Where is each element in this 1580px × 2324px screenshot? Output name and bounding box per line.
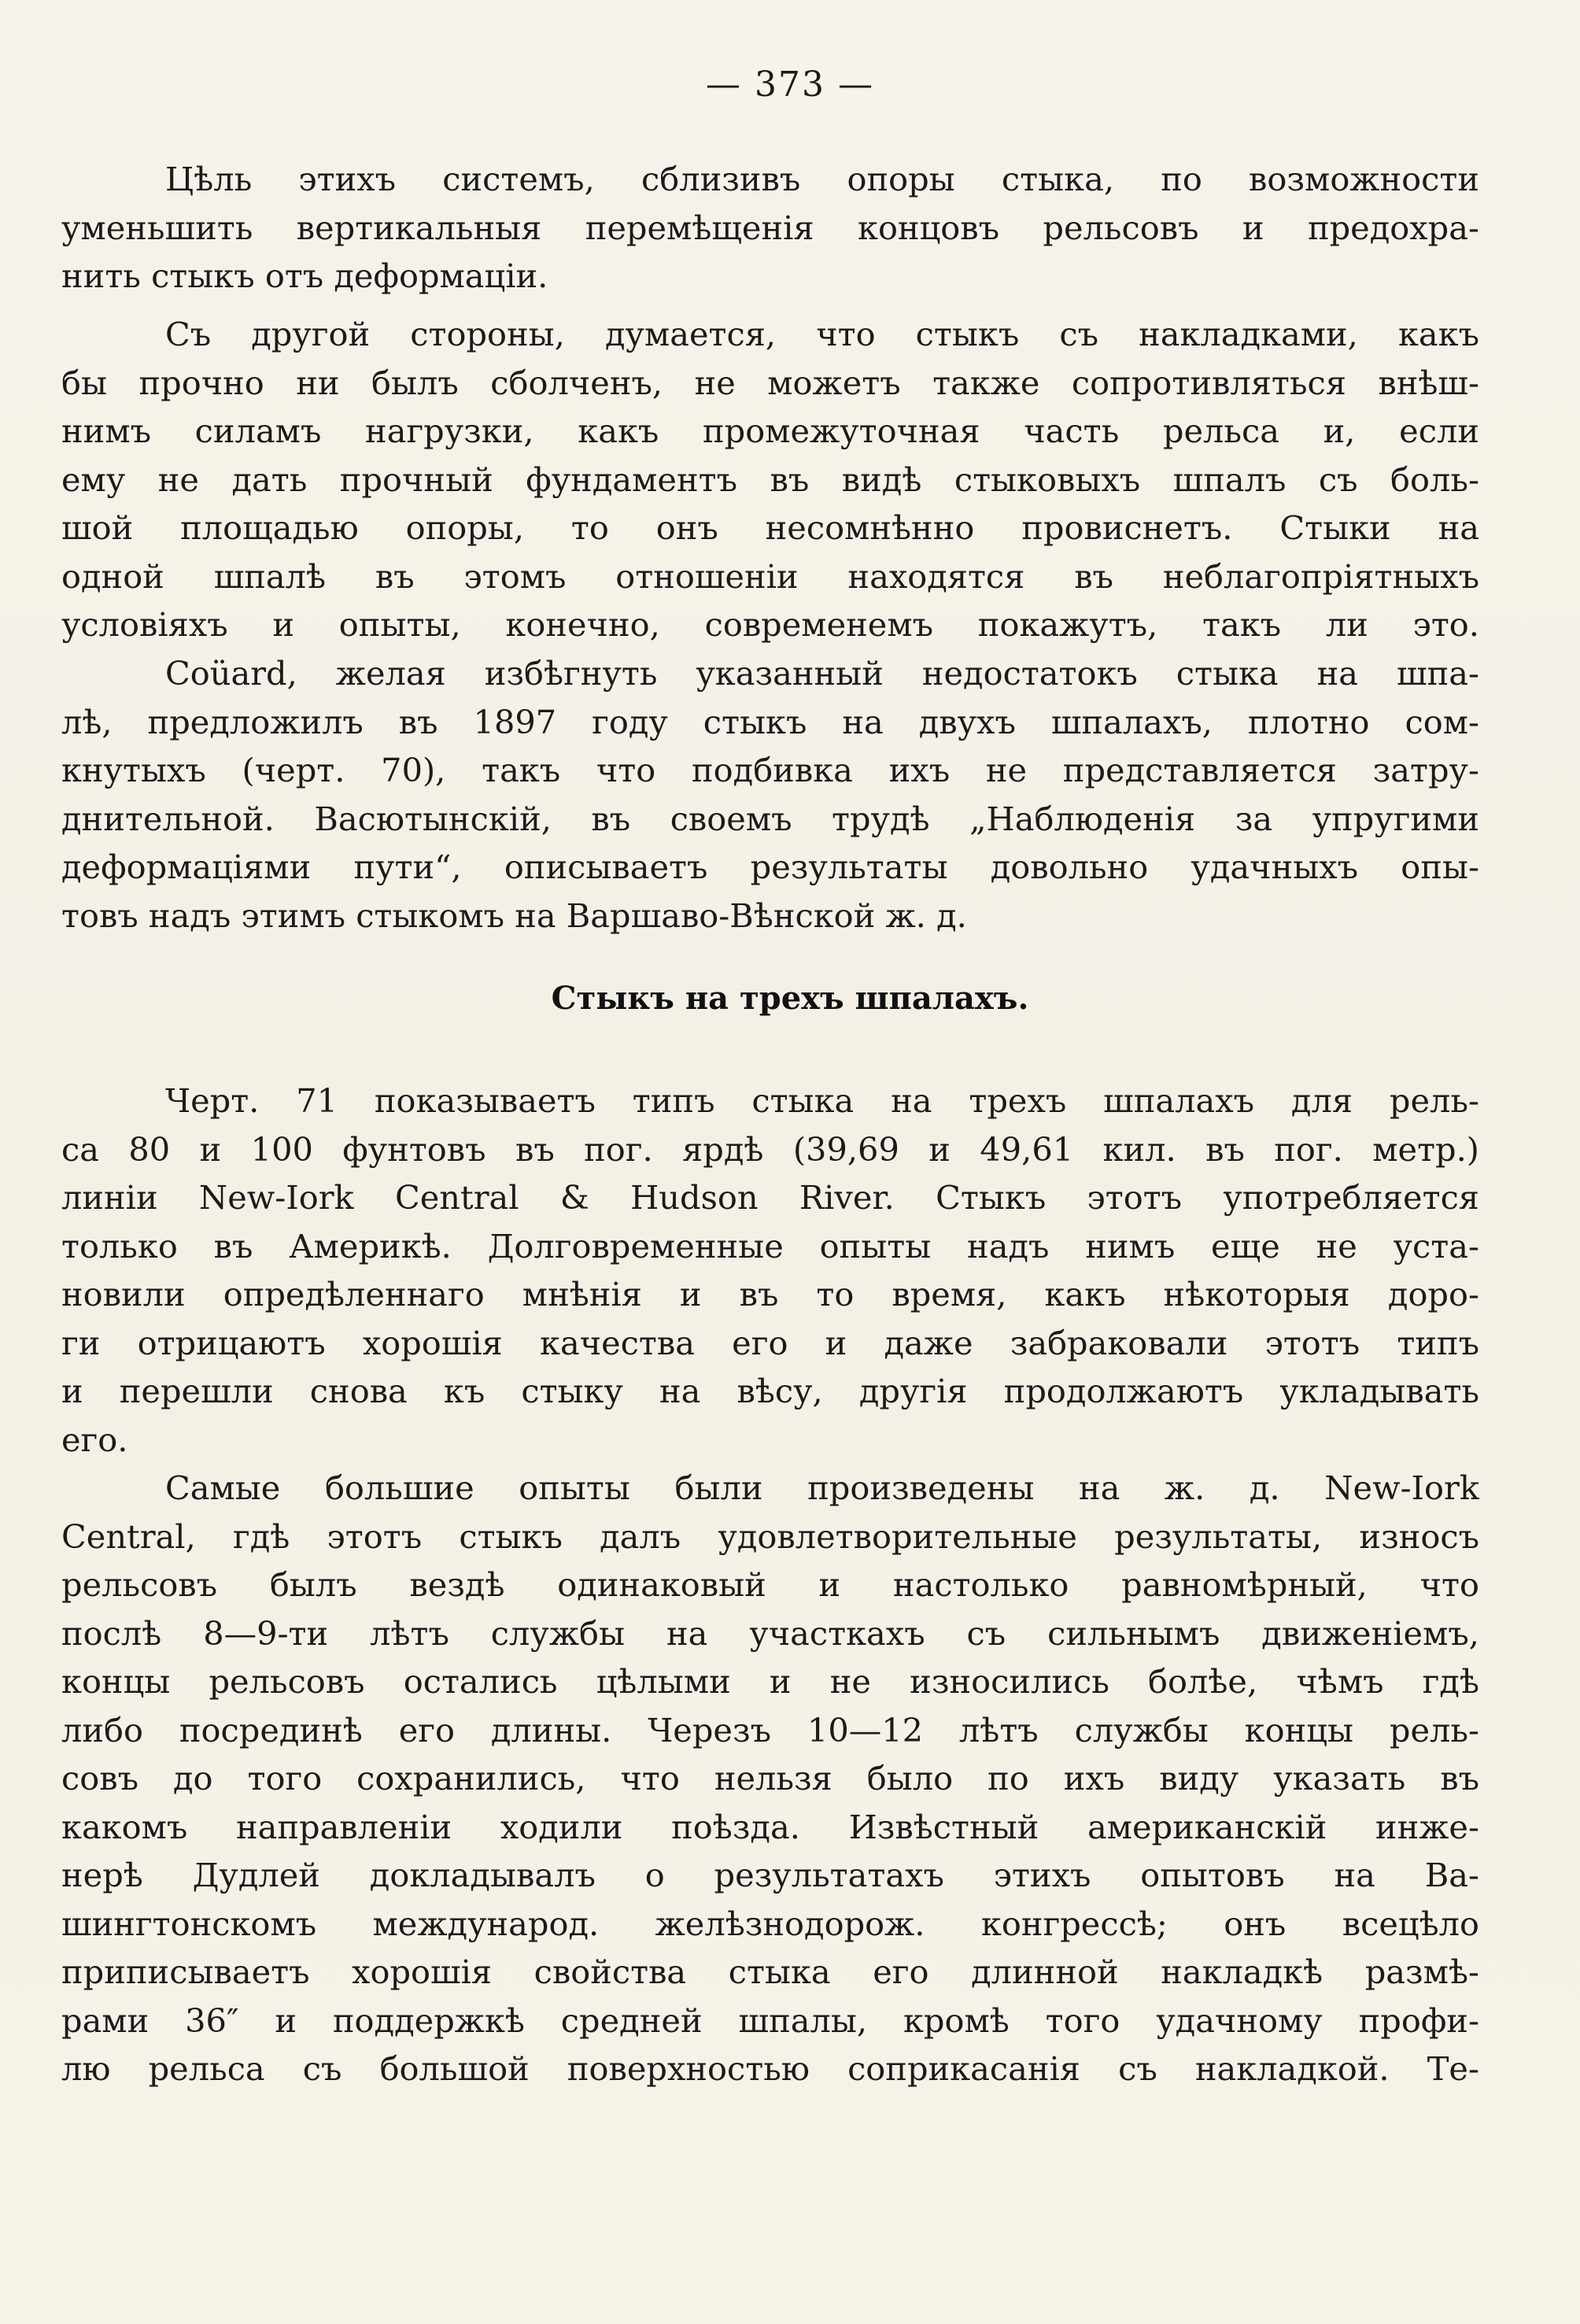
text-line: послѣ 8—9-ти лѣтъ службы на участкахъ съ сильнымъ движеніемъ, xyxy=(61,1613,1479,1653)
text-line: условіяхъ и опыты, конечно, современемъ покажутъ, такъ ли это. xyxy=(61,605,1479,644)
text-line: уменьшить вертикальныя перемѣщенія концовъ рельсовъ и предохра- xyxy=(61,208,1479,247)
text-line: и перешли снова къ стыку на вѣсу, другія продолжаютъ укладывать xyxy=(61,1372,1479,1410)
text-line: Черт. 71 показываетъ типъ стыка на трехъ шпалахъ для рель- xyxy=(165,1081,1479,1120)
text-line: концы рельсовъ остались цѣлыми и не износились болѣе, чѣмъ гдѣ xyxy=(61,1662,1479,1701)
paragraph-5 xyxy=(61,1464,1479,2093)
text-line: либо посрединѣ его длины. Черезъ 10—12 лѣтъ службы концы рель- xyxy=(61,1710,1479,1749)
paragraph-3 xyxy=(61,649,1479,940)
text-line: приписываетъ хорошія свойства стыка его длинной накладкѣ размѣ- xyxy=(61,1953,1479,1991)
text-line: Съ другой стороны, думается, что стыкъ съ накладками, какъ xyxy=(165,315,1479,353)
text-line: ему не дать прочный фундаментъ въ видѣ стыковыхъ шпалъ съ боль- xyxy=(61,460,1479,499)
paragraph-1 xyxy=(61,155,1479,301)
text-line: бы прочно ни былъ сболченъ, не можетъ также сопротивляться внѣш- xyxy=(61,363,1479,402)
text-line: новили опредѣленнаго мнѣнія и въ то время, какъ нѣкоторыя доро- xyxy=(61,1275,1479,1313)
paragraph-4 xyxy=(61,1077,1479,1464)
text-line: лѣ, предложилъ въ 1897 году стыкъ на двухъ шпалахъ, плотно сом- xyxy=(61,702,1479,741)
text-line: лю рельса съ большой поверхностью соприкасанія съ накладкой. Те- xyxy=(61,2049,1479,2088)
text-line: днительной. Васютынскій, въ своемъ трудѣ „Наблюденія за упругими xyxy=(61,799,1479,838)
text-line: одной шпалѣ въ этомъ отношеніи находятся въ неблагопріятныхъ xyxy=(61,556,1479,596)
text-line: деформаціями пути“, описываетъ результаты довольно удачныхъ опы- xyxy=(61,848,1479,886)
paragraph-2 xyxy=(61,310,1479,649)
text-line: Central, гдѣ этотъ стыкъ далъ удовлетворительные результаты, износъ xyxy=(61,1517,1479,1556)
page-number: — 373 — xyxy=(706,65,874,105)
text-line: какомъ направленіи ходили поѣзда. Извѣстный американскій инже- xyxy=(61,1807,1479,1846)
text-line: нерѣ Дудлей докладывалъ о результатахъ этихъ опытовъ на Ва- xyxy=(61,1856,1479,1894)
text-line: линіи New-Iork Central & Hudson River. Стыкъ этотъ употребляется xyxy=(61,1178,1479,1217)
text-line: нить стыкъ отъ деформаціи. xyxy=(61,257,548,295)
text-line: Самые большие опыты были произведены на ж. д. New-Iork xyxy=(165,1469,1479,1507)
text-line: его. xyxy=(61,1420,128,1459)
text-line: са 80 и 100 фунтовъ въ пог. ярдѣ (39,69 и 49,61 кил. въ пог. метр.) xyxy=(61,1129,1479,1169)
section-heading: Стыкъ на трехъ шпалахъ. xyxy=(551,980,1029,1017)
text-line: совъ до того сохранились, что нельзя было по ихъ виду указать въ xyxy=(61,1759,1479,1797)
text-line: шой площадью опоры, то онъ несомнѣнно провиснетъ. Стыки на xyxy=(61,508,1479,547)
text-line: кнутыхъ (черт. 70), такъ что подбивка ихъ не представляется затру- xyxy=(61,751,1479,789)
text-line: шингтонскомъ международ. желѣзнодорож. конгрессѣ; онъ всецѣло xyxy=(61,1904,1479,1943)
text-line: рами 36″ и поддержкѣ средней шпалы, кромѣ того удачному профи- xyxy=(61,2001,1479,2040)
text-line: товъ надъ этимъ стыкомъ на Варшаво-Вѣнской ж. д. xyxy=(61,896,967,935)
text-line: Coüard, желая избѣгнуть указанный недостатокъ стыка на шпа- xyxy=(165,654,1479,693)
text-line: рельсовъ былъ вездѣ одинаковый и настолько равномѣрный, что xyxy=(61,1565,1479,1604)
text-line: только въ Америкѣ. Долговременные опыты надъ нимъ еще не уста- xyxy=(61,1226,1479,1265)
text-line: Цѣль этихъ системъ, сблизивъ опоры стыка, по возможности xyxy=(165,160,1479,198)
text-line: нимъ силамъ нагрузки, какъ промежуточная часть рельса и, если xyxy=(61,412,1479,450)
text-line: ги отрицаютъ хорошія качества его и даже забраковали этотъ типъ xyxy=(61,1323,1479,1362)
